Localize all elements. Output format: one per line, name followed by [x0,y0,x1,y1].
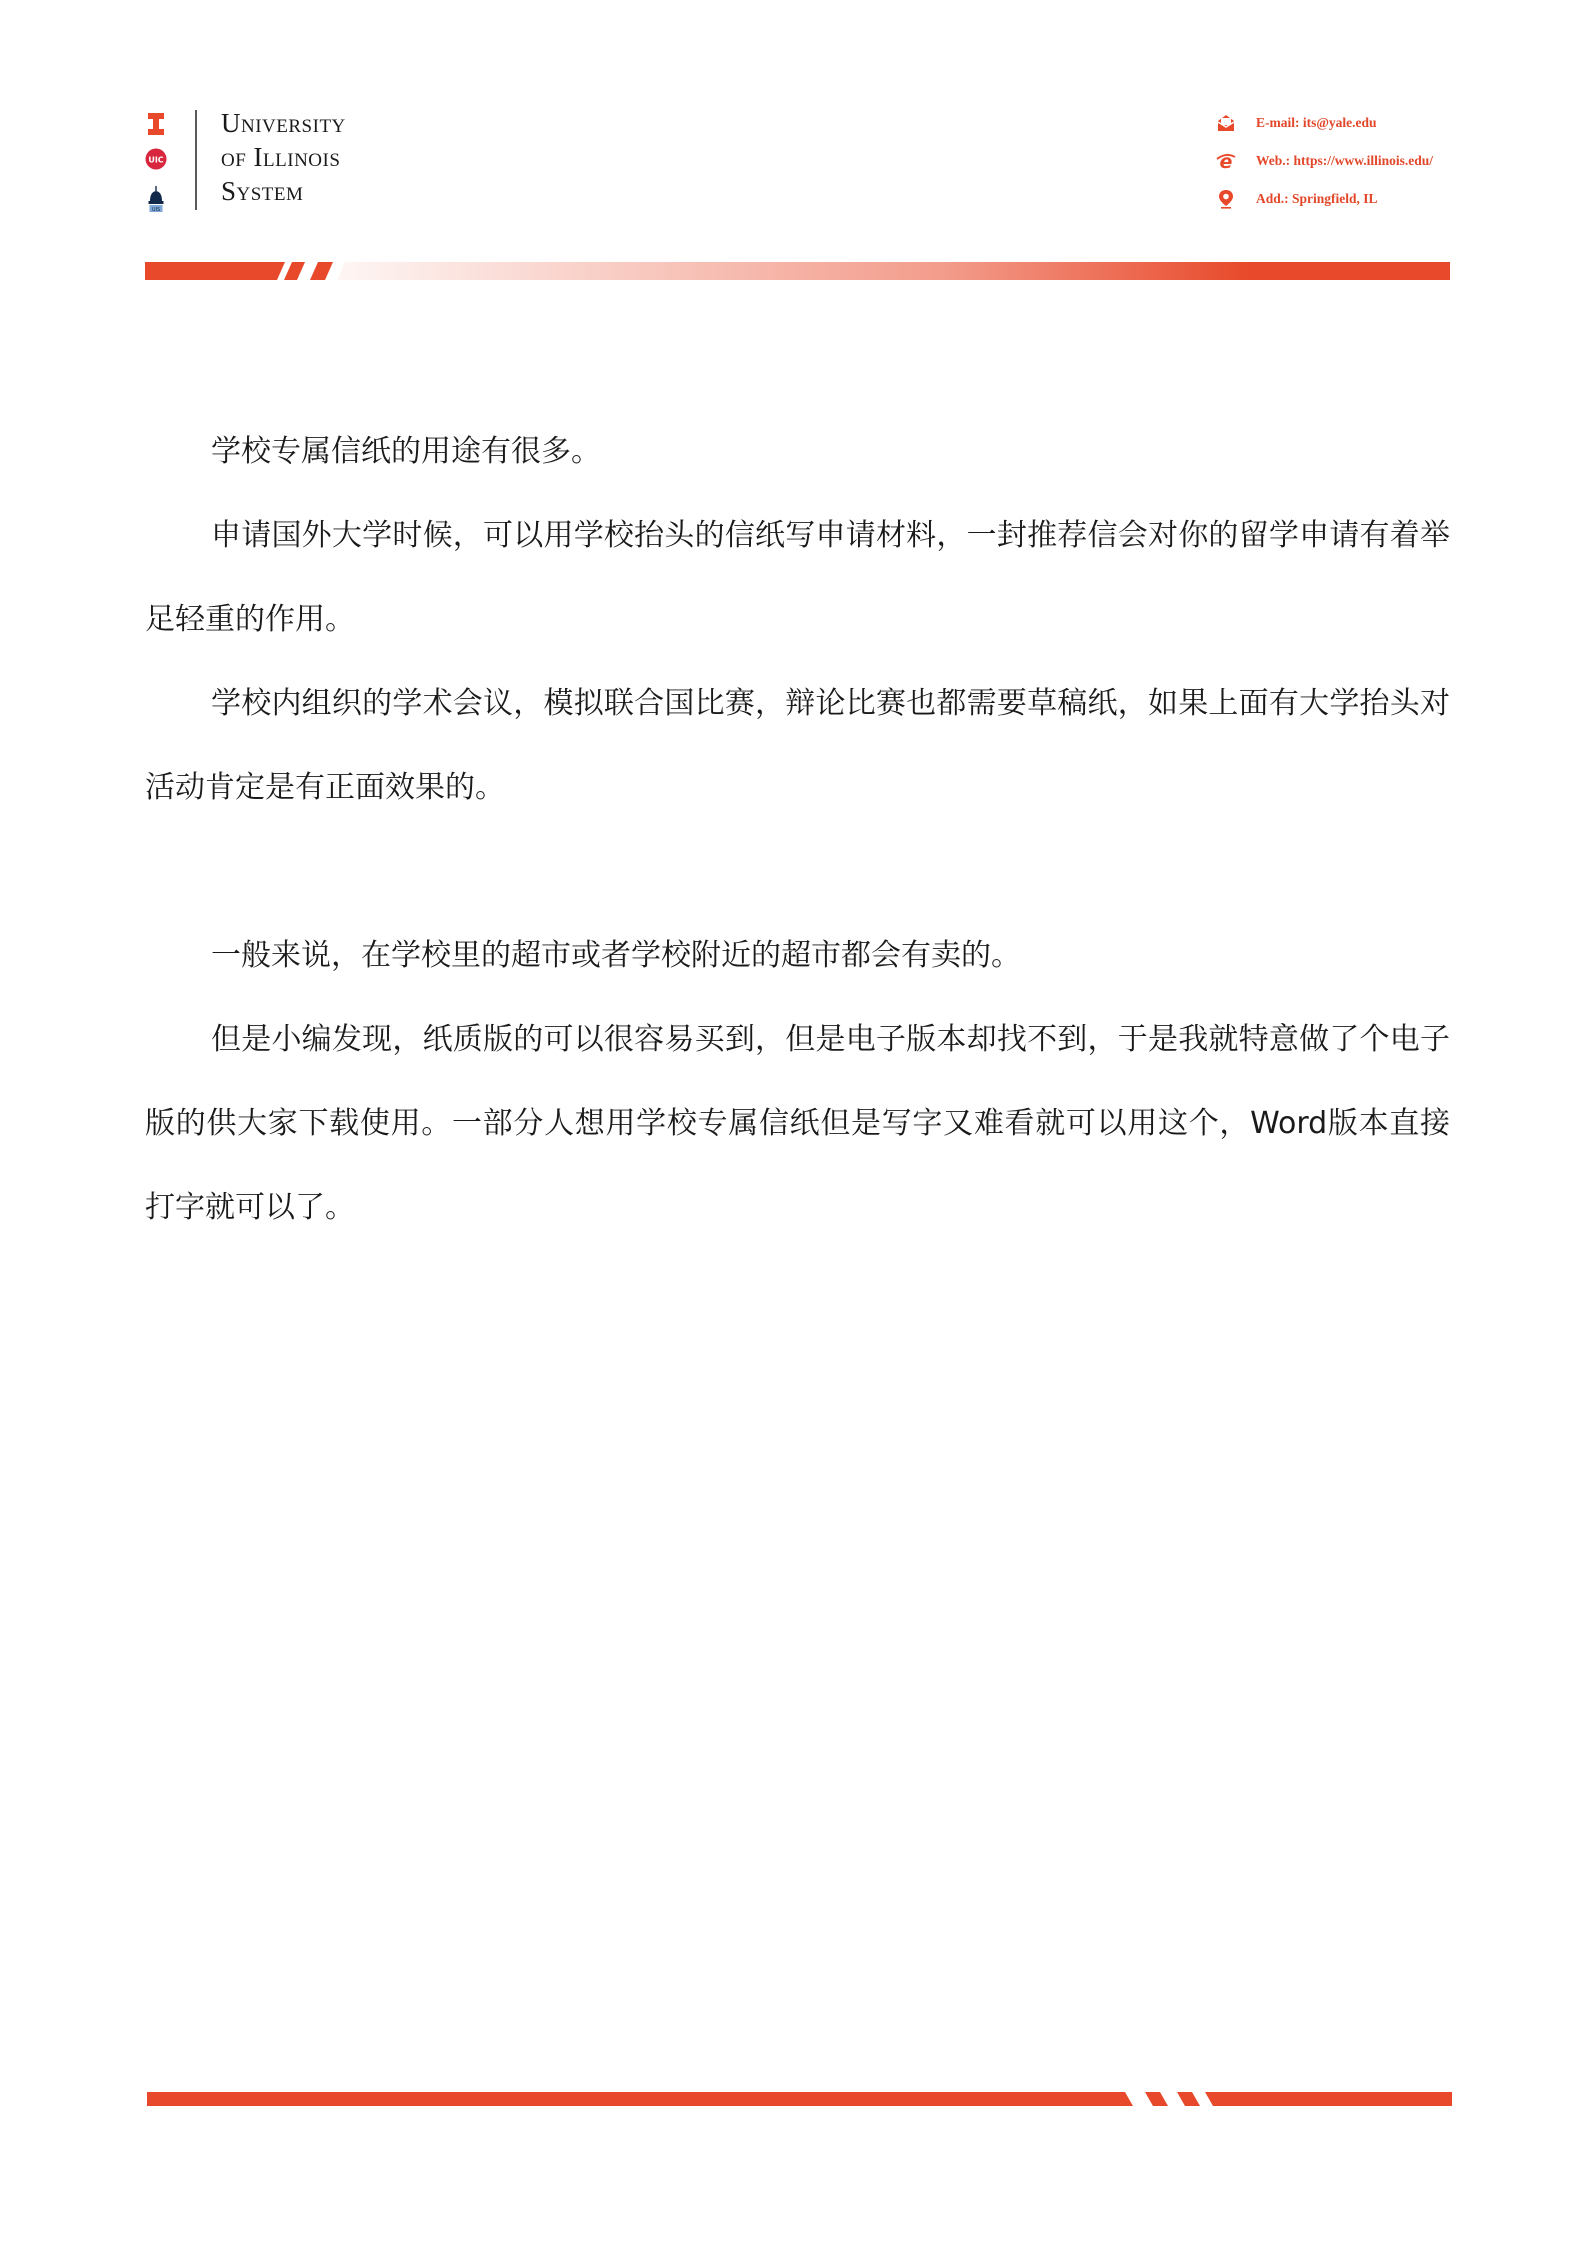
logo-divider [195,110,197,210]
paragraph-3: 学校内组织的学术会议，模拟联合国比赛，辩论比赛也都需要草稿纸，如果上面有大学抬头对活动肯定是有正面效果的。 [145,686,1450,805]
web-e-icon [1216,151,1236,171]
paragraph-2: 申请国外大学时候，可以用学校抬头的信纸写申请材料，一封推荐信会对你的留学申请有着举足轻重的作用。 [145,518,1450,637]
logo-line-2: of Illinois [221,142,341,172]
logo-line-3: System [221,176,304,206]
contact-web-row [1216,148,1433,174]
contact-address: Add.: Springfield, IL [1256,191,1378,206]
logo-line-1: University [221,108,346,138]
illinois-block-i-icon [147,112,165,136]
capitol-dome-icon [146,186,166,214]
location-pin-icon [1216,189,1236,209]
contact-email-row [1216,110,1377,136]
paragraph-5: 但是小编发现，纸质版的可以很容易买到，但是电子版本却找不到，于是我就特意做了个电子版的供大家下载使用。一部分人想用学校专属信纸但是写字又难看就可以用这个，Word版本直接打字就可以了。 [145,1022,1450,1225]
paragraph-4: 一般来说，在学校里的超市或者学校附近的超市都会有卖的。 [211,938,1021,973]
contact-web[interactable]: Web.: https://www.illinois.edu/ [1256,153,1434,168]
contact-email[interactable]: E-mail: its@yale.edu [1256,115,1377,130]
logo-emblems [145,110,169,220]
svg-text:UIC: UIC [148,155,164,165]
footer-accent-bar [147,2092,1452,2106]
header-accent-bar [145,262,1450,280]
uic-badge-icon [145,148,167,170]
letter-body [145,410,1450,1250]
logo-wordmark [221,106,346,208]
contact-address-row [1216,186,1378,212]
svg-text:e: e [1219,151,1233,171]
svg-text:UIS: UIS [151,207,161,213]
university-logo [145,110,405,220]
envelope-icon [1216,113,1236,133]
paragraph-1: 学校专属信纸的用途有很多。 [211,434,601,469]
